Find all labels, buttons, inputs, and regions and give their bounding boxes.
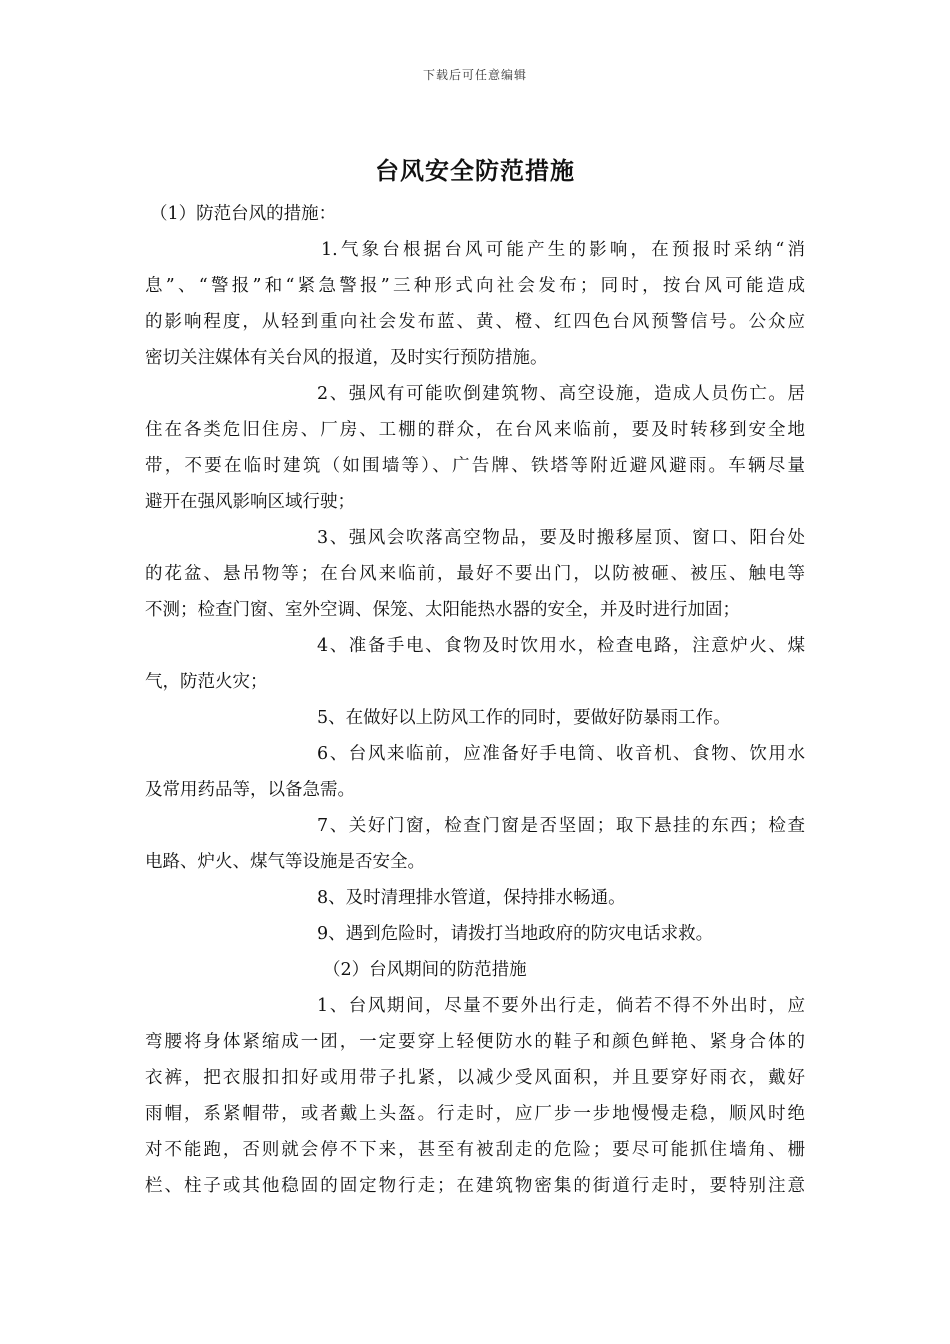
paragraph-line: 6、台风来临前，应准备好手电筒、收音机、食物、饮用水	[317, 744, 805, 764]
paragraph-line: 及常用药品等，以备急需。	[145, 780, 355, 800]
paragraph-line: 3、强风会吹落高空物品，要及时搬移屋顶、窗口、阳台处	[317, 528, 805, 548]
paragraph-line: 栏、柱子或其他稳固的固定物行走；在建筑物密集的街道行走时，要特别注意	[145, 1176, 805, 1196]
page-title: 台风安全防范措施	[375, 156, 575, 185]
paragraph-line: 不测；检查门窗、室外空调、保笼、太阳能热水器的安全，并及时进行加固；	[145, 600, 740, 620]
section-2-heading: （2）台风期间的防范措施	[323, 960, 527, 980]
document-body	[145, 196, 805, 1204]
paragraph-line: 2、强风有可能吹倒建筑物、高空设施，造成人员伤亡。居	[317, 384, 805, 404]
paragraph-line: 1、台风期间，尽量不要外出行走，倘若不得不外出时，应	[317, 996, 805, 1016]
paragraph-line: 的花盆、悬吊物等；在台风来临前，最好不要出门，以防被砸、被压、触电等	[145, 564, 805, 584]
paragraph-line: 住在各类危旧住房、厂房、工棚的群众，在台风来临前，要及时转移到安全地	[145, 420, 805, 440]
header-note: 下载后可任意编辑	[422, 68, 527, 82]
paragraph-line: 4、准备手电、食物及时饮用水，检查电路，注意炉火、煤	[317, 636, 805, 656]
paragraph-line: 7、关好门窗，检查门窗是否坚固；取下悬挂的东西；检查	[317, 816, 805, 836]
section-1-heading: （1）防范台风的措施：	[150, 204, 337, 224]
paragraph-line: 弯腰将身体紧缩成一团，一定要穿上轻便防水的鞋子和颜色鲜艳、紧身合体的	[145, 1032, 805, 1052]
paragraph-line: 1.气象台根据台风可能产生的影响，在预报时采纳“消	[321, 240, 805, 260]
paragraph-line: 9、遇到危险时，请拨打当地政府的防灾电话求救。	[317, 924, 714, 944]
paragraph-line: 气，防范火灾；	[145, 672, 268, 692]
paragraph-line: 电路、炉火、煤气等设施是否安全。	[145, 852, 425, 872]
paragraph-line: 雨帽，系紧帽带，或者戴上头盔。行走时，应厂步一步地慢慢走稳，顺风时绝	[145, 1104, 805, 1124]
paragraph-line: 避开在强风影响区域行驶；	[145, 492, 355, 512]
paragraph-line: 对不能跑，否则就会停不下来，甚至有被刮走的危险；要尽可能抓住墙角、栅	[145, 1140, 805, 1160]
paragraph-line: 8、及时清理排水管道，保持排水畅通。	[317, 888, 626, 908]
paragraph-line: 5、在做好以上防风工作的同时，要做好防暴雨工作。	[317, 708, 731, 728]
paragraph-line: 的影响程度，从轻到重向社会发布蓝、黄、橙、红四色台风预警信号。公众应	[145, 312, 805, 332]
paragraph-line: 衣裤，把衣服扣扣好或用带子扎紧，以减少受风面积，并且要穿好雨衣，戴好	[145, 1068, 805, 1088]
paragraph-line: 息”、“警报”和“紧急警报”三种形式向社会发布；同时，按台风可能造成	[145, 276, 805, 296]
paragraph-line: 密切关注媒体有关台风的报道，及时实行预防措施。	[145, 348, 548, 368]
paragraph-line: 带，不要在临时建筑（如围墙等）、广告牌、铁塔等附近避风避雨。车辆尽量	[145, 456, 805, 476]
